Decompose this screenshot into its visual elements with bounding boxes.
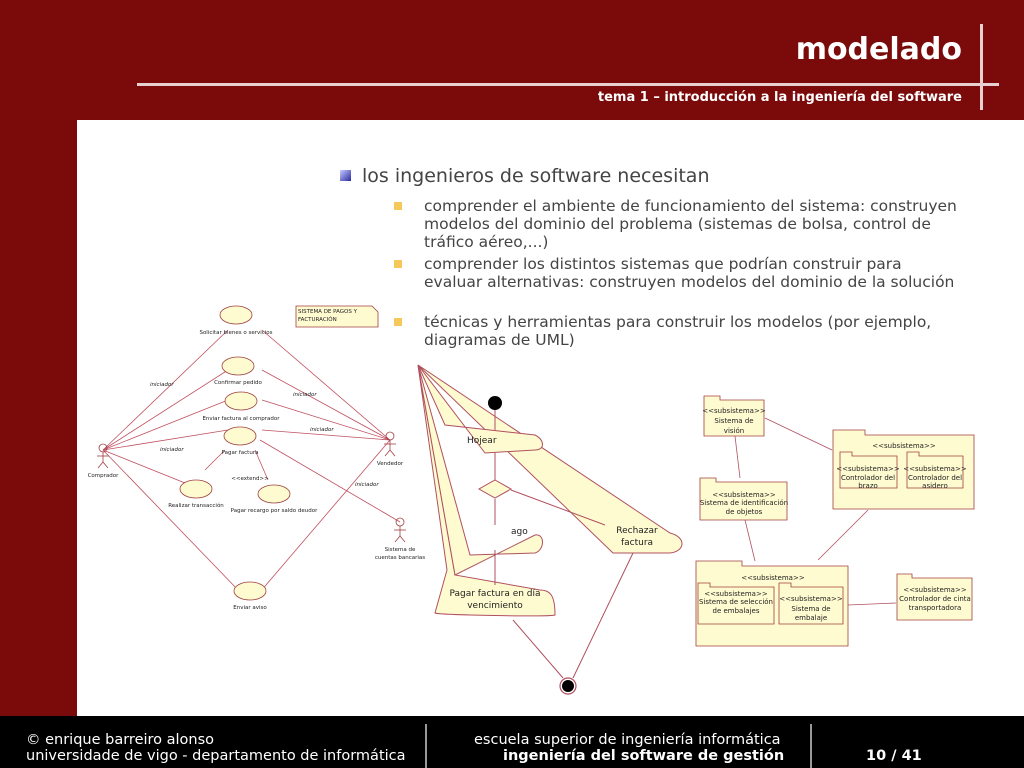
header-divider	[137, 83, 999, 86]
footer-divider	[810, 724, 812, 768]
bullet-marker-icon	[340, 170, 351, 181]
subsystem-name: de objetos	[725, 508, 763, 516]
footer-divider	[425, 724, 427, 768]
subsystem-stereotype: <<subsistema>>	[704, 590, 768, 598]
subsystem-stereotype: <<subsistema>>	[872, 442, 936, 450]
subsystem-name: embalaje	[794, 614, 828, 622]
activity-label: Rechazar	[616, 526, 658, 536]
footer-affiliation: universidade de vigo - departamento de informática	[26, 748, 406, 764]
header-vertical-divider	[980, 24, 983, 110]
extend-label: <<extend>>	[231, 476, 269, 482]
subsystem-stereotype: <<subsistema>>	[903, 586, 967, 594]
role-label: iniciador	[355, 482, 379, 488]
subsystem-stereotype: <<subsistema>>	[712, 491, 776, 499]
role-label: iniciador	[310, 427, 334, 433]
subsystem-name: Sistema de selección	[699, 598, 773, 606]
use-case-diagram	[80, 300, 426, 620]
subsystem-stereotype: <<subsistema>>	[741, 574, 805, 582]
use-case-label: Pagar recargo por saldo deudor	[230, 508, 318, 514]
use-case-label: Solicitar bienes o servicios	[199, 330, 273, 336]
use-case-label: Enviar aviso	[233, 605, 267, 611]
activity-label: factura	[620, 538, 654, 548]
subsystem-stereotype: <<subsistema>>	[779, 595, 843, 603]
bullet-marker-icon	[394, 260, 402, 268]
activity-label: Hojear	[467, 436, 497, 446]
footer	[0, 716, 1024, 768]
use-case-label: Realizar transacción	[168, 503, 224, 509]
activity-diagram	[415, 365, 690, 700]
subsystem-stereotype: <<subsistema>>	[836, 465, 900, 473]
activity-label: ago	[511, 527, 528, 537]
subsystem-name: de embalajes	[712, 607, 760, 615]
subsystem-diagram	[690, 390, 990, 655]
subsystem-name: Controlador del	[907, 474, 963, 482]
bullet-marker-icon	[394, 202, 402, 210]
subsystem-name: brazo	[858, 482, 878, 490]
actor-label: Comprador	[87, 473, 119, 479]
page-subtitle: tema 1 – introducción a la ingeniería del software	[597, 90, 962, 105]
use-case-label: Enviar factura al comprador	[202, 416, 280, 422]
actor-label: cuentas bancarias	[374, 555, 426, 561]
actor-label: Vendedor	[376, 461, 404, 467]
subsystem-name: asidero	[922, 482, 948, 490]
subsystem-name: Controlador del	[840, 474, 896, 482]
use-case-label: Confirmar pedido	[214, 380, 262, 386]
subsystem-name: transportadora	[908, 604, 962, 612]
activity-label: Pagar factura en día	[449, 589, 541, 599]
role-label: iniciador	[160, 447, 184, 453]
subsystem-stereotype: <<subsistema>>	[903, 465, 967, 473]
subsystem-name: visión	[723, 427, 745, 435]
page-number: 10 / 41	[866, 748, 922, 764]
subsystem-name: Sistema de	[791, 605, 831, 613]
footer-course: ingeniería del software de gestión	[503, 748, 785, 764]
actor-label: Sistema de	[384, 547, 416, 553]
subsystem-name: Controlador de cinta	[899, 595, 971, 603]
subsystem-name: Sistema de identificación	[699, 499, 789, 507]
system-note-line2: FACTURACIÓN	[298, 317, 337, 323]
role-label: iniciador	[293, 392, 317, 398]
footer-author: © enrique barreiro alonso	[26, 732, 215, 748]
role-label: iniciador	[150, 382, 174, 388]
activity-label: vencimiento	[467, 601, 523, 611]
subsystem-stereotype: <<subsistema>>	[702, 407, 766, 415]
page-title: modelado	[795, 32, 962, 67]
system-note-line1: SISTEMA DE PAGOS Y	[298, 309, 357, 315]
subsystem-name: Sistema de	[714, 417, 754, 425]
use-case-label: Pagar factura	[221, 450, 259, 456]
footer-school: escuela superior de ingeniería informática	[474, 732, 781, 748]
